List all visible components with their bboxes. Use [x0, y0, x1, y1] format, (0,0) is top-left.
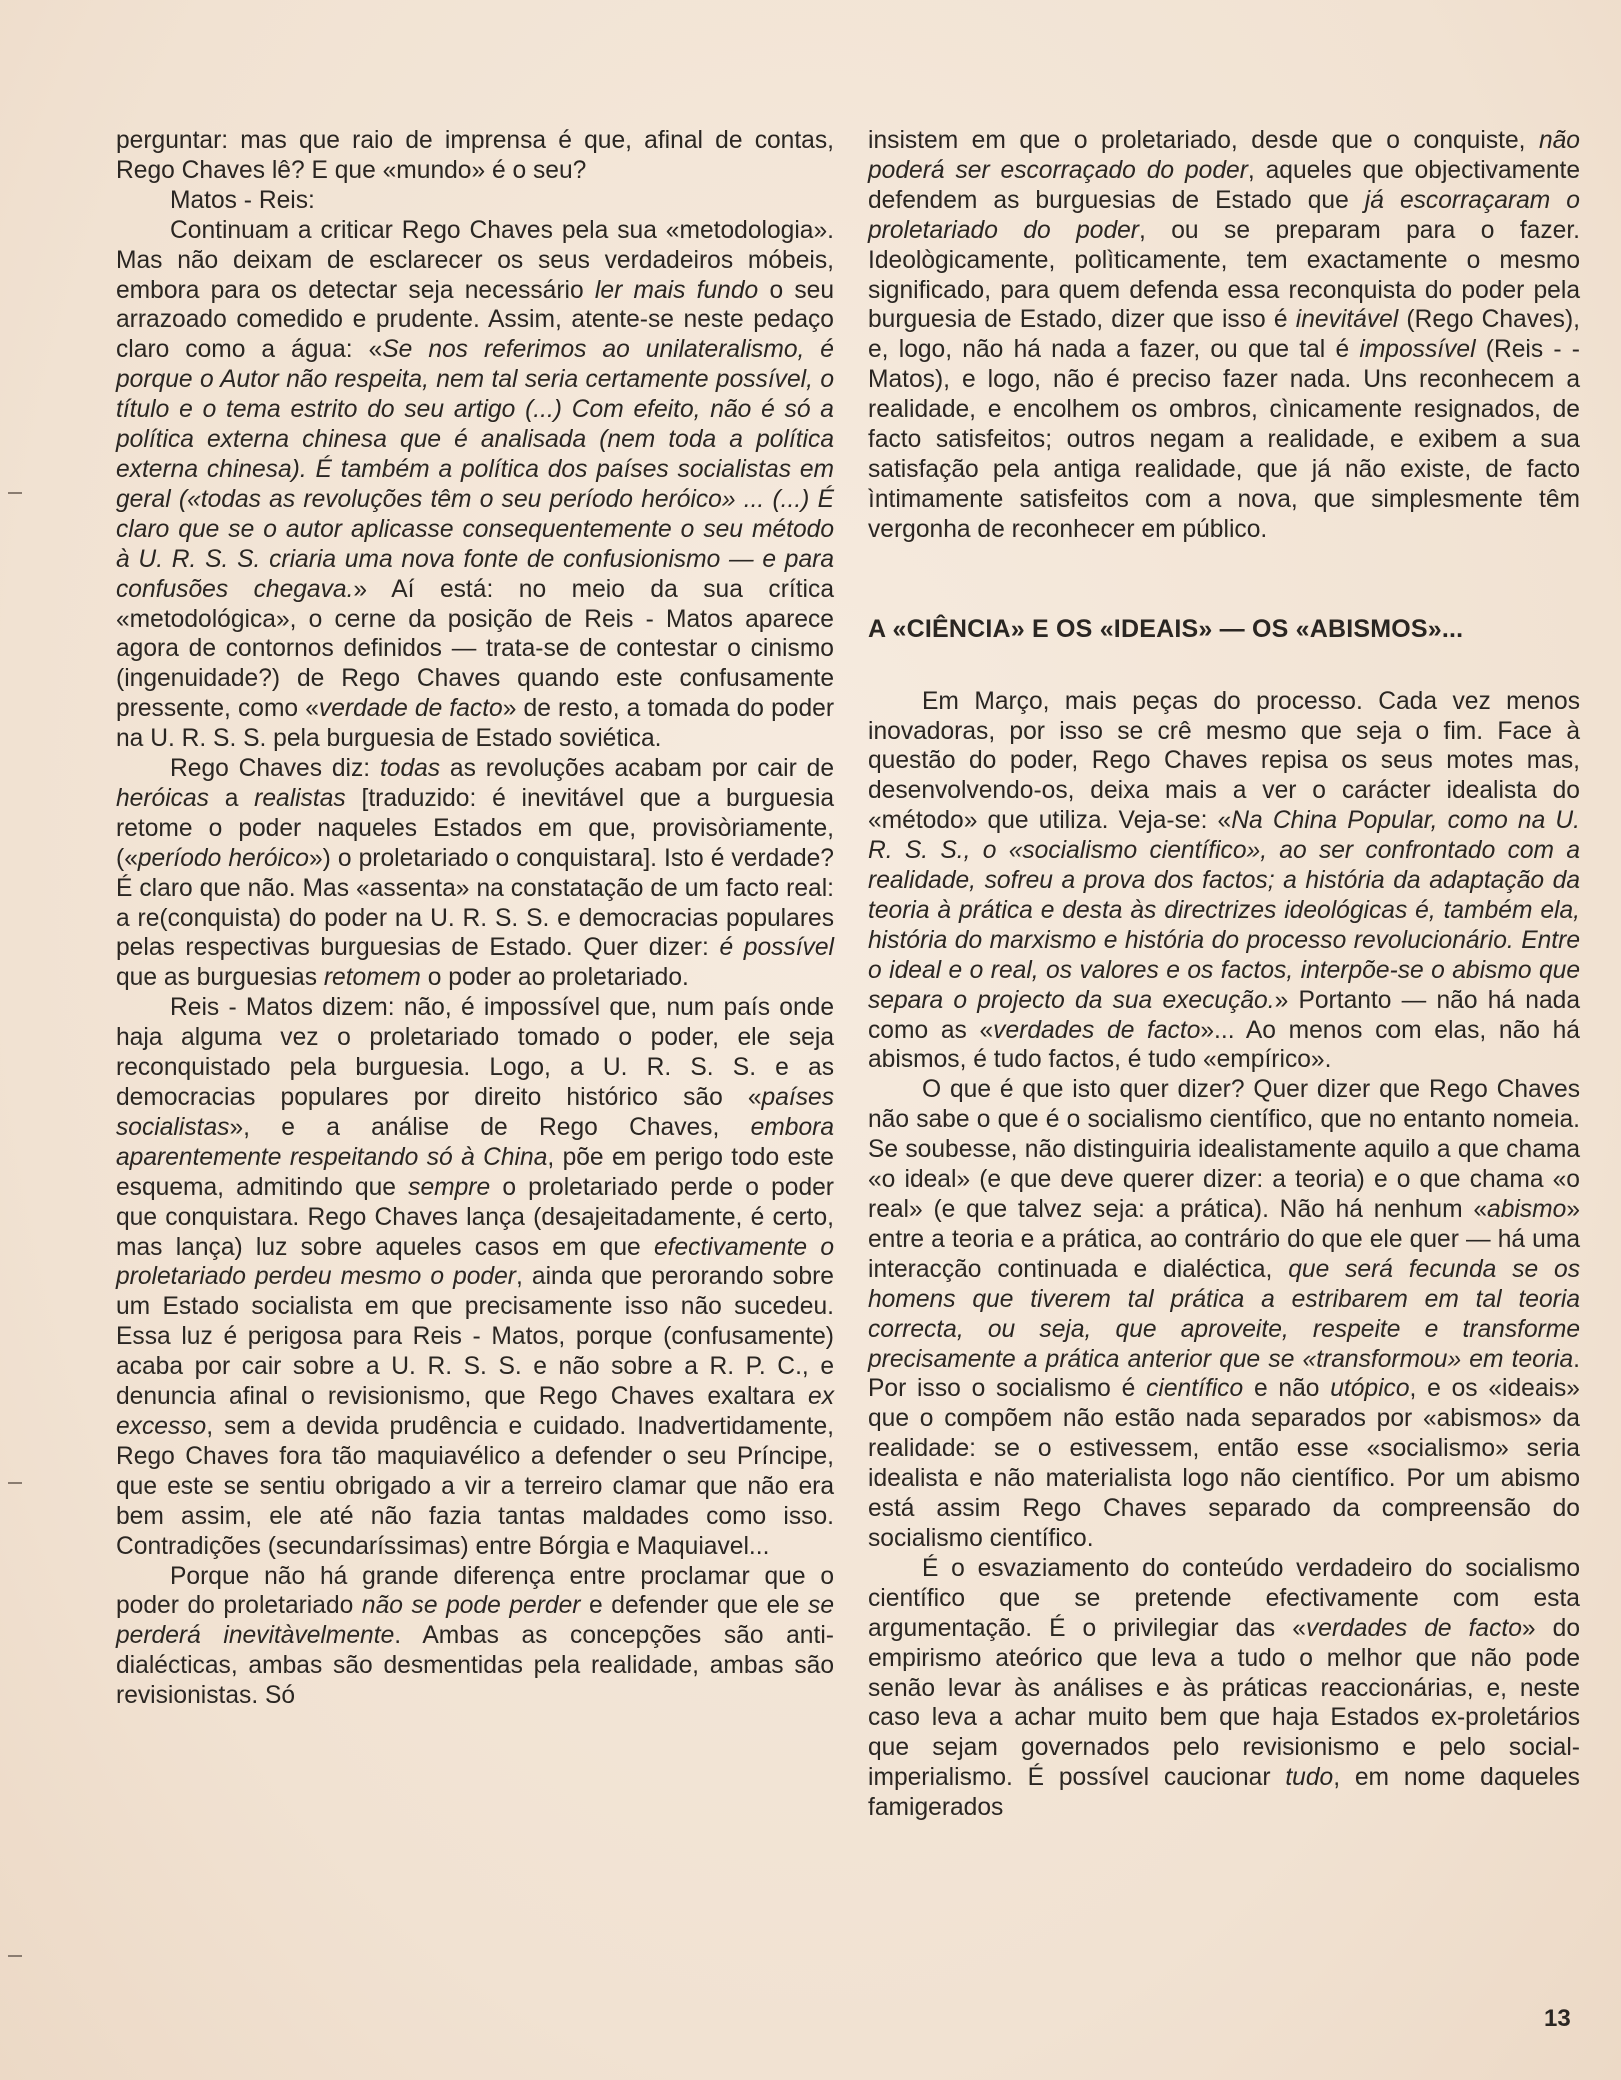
- margin-mark: [8, 1482, 22, 1484]
- margin-mark: [8, 492, 22, 494]
- paragraph: Em Março, mais peças do processo. Cada vez menos inovadoras, por isso se crê mesmo que seja o fim. Face à questão do poder, Rego Chaves repisa os seus motes mas, desenvolvendo-os, deixa mais a ver o carácter idealista do «método» que utiliza. Veja-se: «Na China Popular, como na U. R. S. S., o «socialismo científico», ao ser confrontado com a realidade, sofreu a prova dos factos; a história da adaptação da teoria à prática e desta às directrizes ideológicas é, também ela, história do marxismo e história do processo revolucionário. Entre o ideal e o real, os valores e os factos, interpõe-se o abismo que separa o projecto da sua execução.» Portanto — não há nada como as «verdades de facto»... Ao menos com elas, não há abismos, é tudo factos, é tudo «empírico».: [868, 687, 1580, 1074]
- right-column: [868, 126, 1580, 1823]
- paragraph: Matos - Reis:: [170, 186, 315, 214]
- paragraph: Rego Chaves diz: todas as revoluções acabam por cair de heróicas a realistas [traduzido: é inevitável que a burguesia retome o poder naqueles Estados em que, provisòriamente, («período heróico») o proletariado o conquistara]. Isto é verdade? É claro que não. Mas «assenta» na constatação de um facto real: a re(conquista) do poder na U. R. S. S. e democracias populares pelas respectivas burguesias de Estado. Quer dizer: é possível que as burguesias retomem o poder ao proletariado.: [116, 755, 835, 992]
- paragraph: Porque não há grande diferença entre proclamar que o poder do proletariado não se pode perder e defender que ele se perderá inevitàvelmente. Ambas as concepções são anti-dialécticas, ambas são desmentidas pela realidade, ambas são revisionistas. Só: [116, 1562, 834, 1710]
- page-number: 13: [1544, 2005, 1571, 2032]
- right-column-body-text: [868, 687, 1580, 1823]
- paragraph: insistem em que o proletariado, desde que o conquiste, não poderá ser escorraçado do poder, aqueles que objectivamente defendem as burguesias de Estado que já escorraçaram o proletariado do poder, ou se preparam para o fazer. Ideològicamente, polìticamente, tem exactamente o mesmo significado, para quem defenda essa reconquista do poder pela burguesia de Estado, dizer que isso é inevitável (Rego Chaves), e, logo, não há nada a fazer, ou que tal é impossível (Reis - - Matos), e logo, não é preciso fazer nada. Uns reconhecem a realidade, e encolhem os ombros, cìnicamente resignados, de facto satisfeitos; outros negam a realidade, e exibem a sua satisfação pela antiga realidade, que já não existe, de facto ìntimamente satisfeitos com a nova, que simplesmente têm vergonha de reconhecer em público.: [868, 127, 1581, 543]
- paragraph: Continuam a criticar Rego Chaves pela sua «metodologia». Mas não deixam de esclarecer os seus verdadeiros móbeis, embora para os detectar seja necessário ler mais fundo o seu arrazoado comedido e prudente. Assim, atente-se neste pedaço claro como a água: «Se nos referimos ao unilateralismo, é porque o Autor não respeita, nem tal seria certamente possível, o título e o tema estrito do seu artigo (...) Com efeito, não é só a política externa chinesa que é analisada (nem toda a política externa chinesa). É também a política dos países socialistas em geral («todas as revoluções têm o seu período heróico» ... (...) É claro que se o autor aplicasse consequentemente o seu método à U. R. S. S. criaria uma nova fonte de confusionismo — e para confusões chegava.» Aí está: no meio da sua crítica «metodológica», o cerne da posição de Reis - Matos aparece agora de contornos definidos — trata-se de contestar o cinismo (ingenuidade?) de Rego Chaves quando este confusamente pressente, como «verdade de facto» de resto, a tomada do poder na U. R. S. S. pela burguesia de Estado soviética.: [116, 216, 835, 753]
- paragraph: Reis - Matos dizem: não, é impossível que, num país onde haja alguma vez o proletariado tomado o poder, ele seja reconquistado pela burguesia. Logo, a U. R. S. S. e as democracias populares por direito histórico são «países socialistas», e a análise de Rego Chaves, embora aparentemente respeitando só à China, põe em perigo todo este esquema, admitindo que sempre o proletariado perde o poder que conquistara. Rego Chaves lança (desajeitadamente, é certo, mas lança) luz sobre aqueles casos em que efectivamente o proletariado perdeu mesmo o poder, ainda que perorando sobre um Estado socialista em que precisamente isso não sucedeu. Essa luz é perigosa para Reis - Matos, porque (confusamente) acaba por cair sobre a U. R. S. S. e não sobre a R. P. C., e denuncia afinal o revisionismo, que Rego Chaves exaltara ex excesso, sem a devida prudência e cuidado. Inadvertidamente, Rego Chaves fora tão maquiavélico a defender o seu Príncipe, que este se sentiu obrigado a vir a terreiro clamar que não era bem assim, ele até não fazia tantas maldades como isso. Contradições (secundaríssimas) entre Bórgia e Maquiavel...: [116, 994, 835, 1560]
- margin-mark: [8, 1955, 22, 1957]
- right-column-top-text: [868, 126, 1580, 545]
- left-column: [116, 126, 834, 1711]
- paragraph: É o esvaziamento do conteúdo verdadeiro do socialismo científico que se pretende efectivamente com esta argumentação. É o privilegiar das «verdades de facto» do empirismo ateórico que leva a tudo o melhor que não pode senão levar às análises e às práticas reaccionárias, e, neste caso leva a achar muito bem que haja Estados ex-proletários que sejam governados pelo revisionismo e pelo social-imperialismo. É possível caucionar tudo, em nome daqueles famigerados: [868, 1554, 1581, 1822]
- paragraph: perguntar: mas que raio de imprensa é que, afinal de contas, Rego Chaves lê? E que «mundo» é o seu?: [116, 127, 834, 184]
- section-heading: A «CIÊNCIA» E OS «IDEAIS» — OS «ABISMOS»...: [868, 614, 1464, 643]
- paragraph: O que é que isto quer dizer? Quer dizer que Rego Chaves não sabe o que é o socialismo científico, que no entanto nomeia. Se soubesse, não distinguiria idealistamente aquilo a que chama «o ideal» (e que deve querer dizer: a teoria) e o que chama «o real» (e que talvez seja: a prática). Não há nenhum «abismo» entre a teoria e a prática, ao contrário do que ele quer — há uma interacção continuada e dialéctica, que será fecunda se os homens que tiverem tal prática a estribarem em tal teoria correcta, ou seja, que aproveite, respeite e transforme precisamente a prática anterior que se «transformou» em teoria. Por isso o socialismo é científico e não utópico, e os «ideais» que o compõem não estão nada separados por «abismos» da realidade: se o estivessem, então esse «socialismo» seria idealista e não materialista logo não científico. Por um abismo está assim Rego Chaves separado da compreensão do socialismo científico.: [868, 1076, 1580, 1552]
